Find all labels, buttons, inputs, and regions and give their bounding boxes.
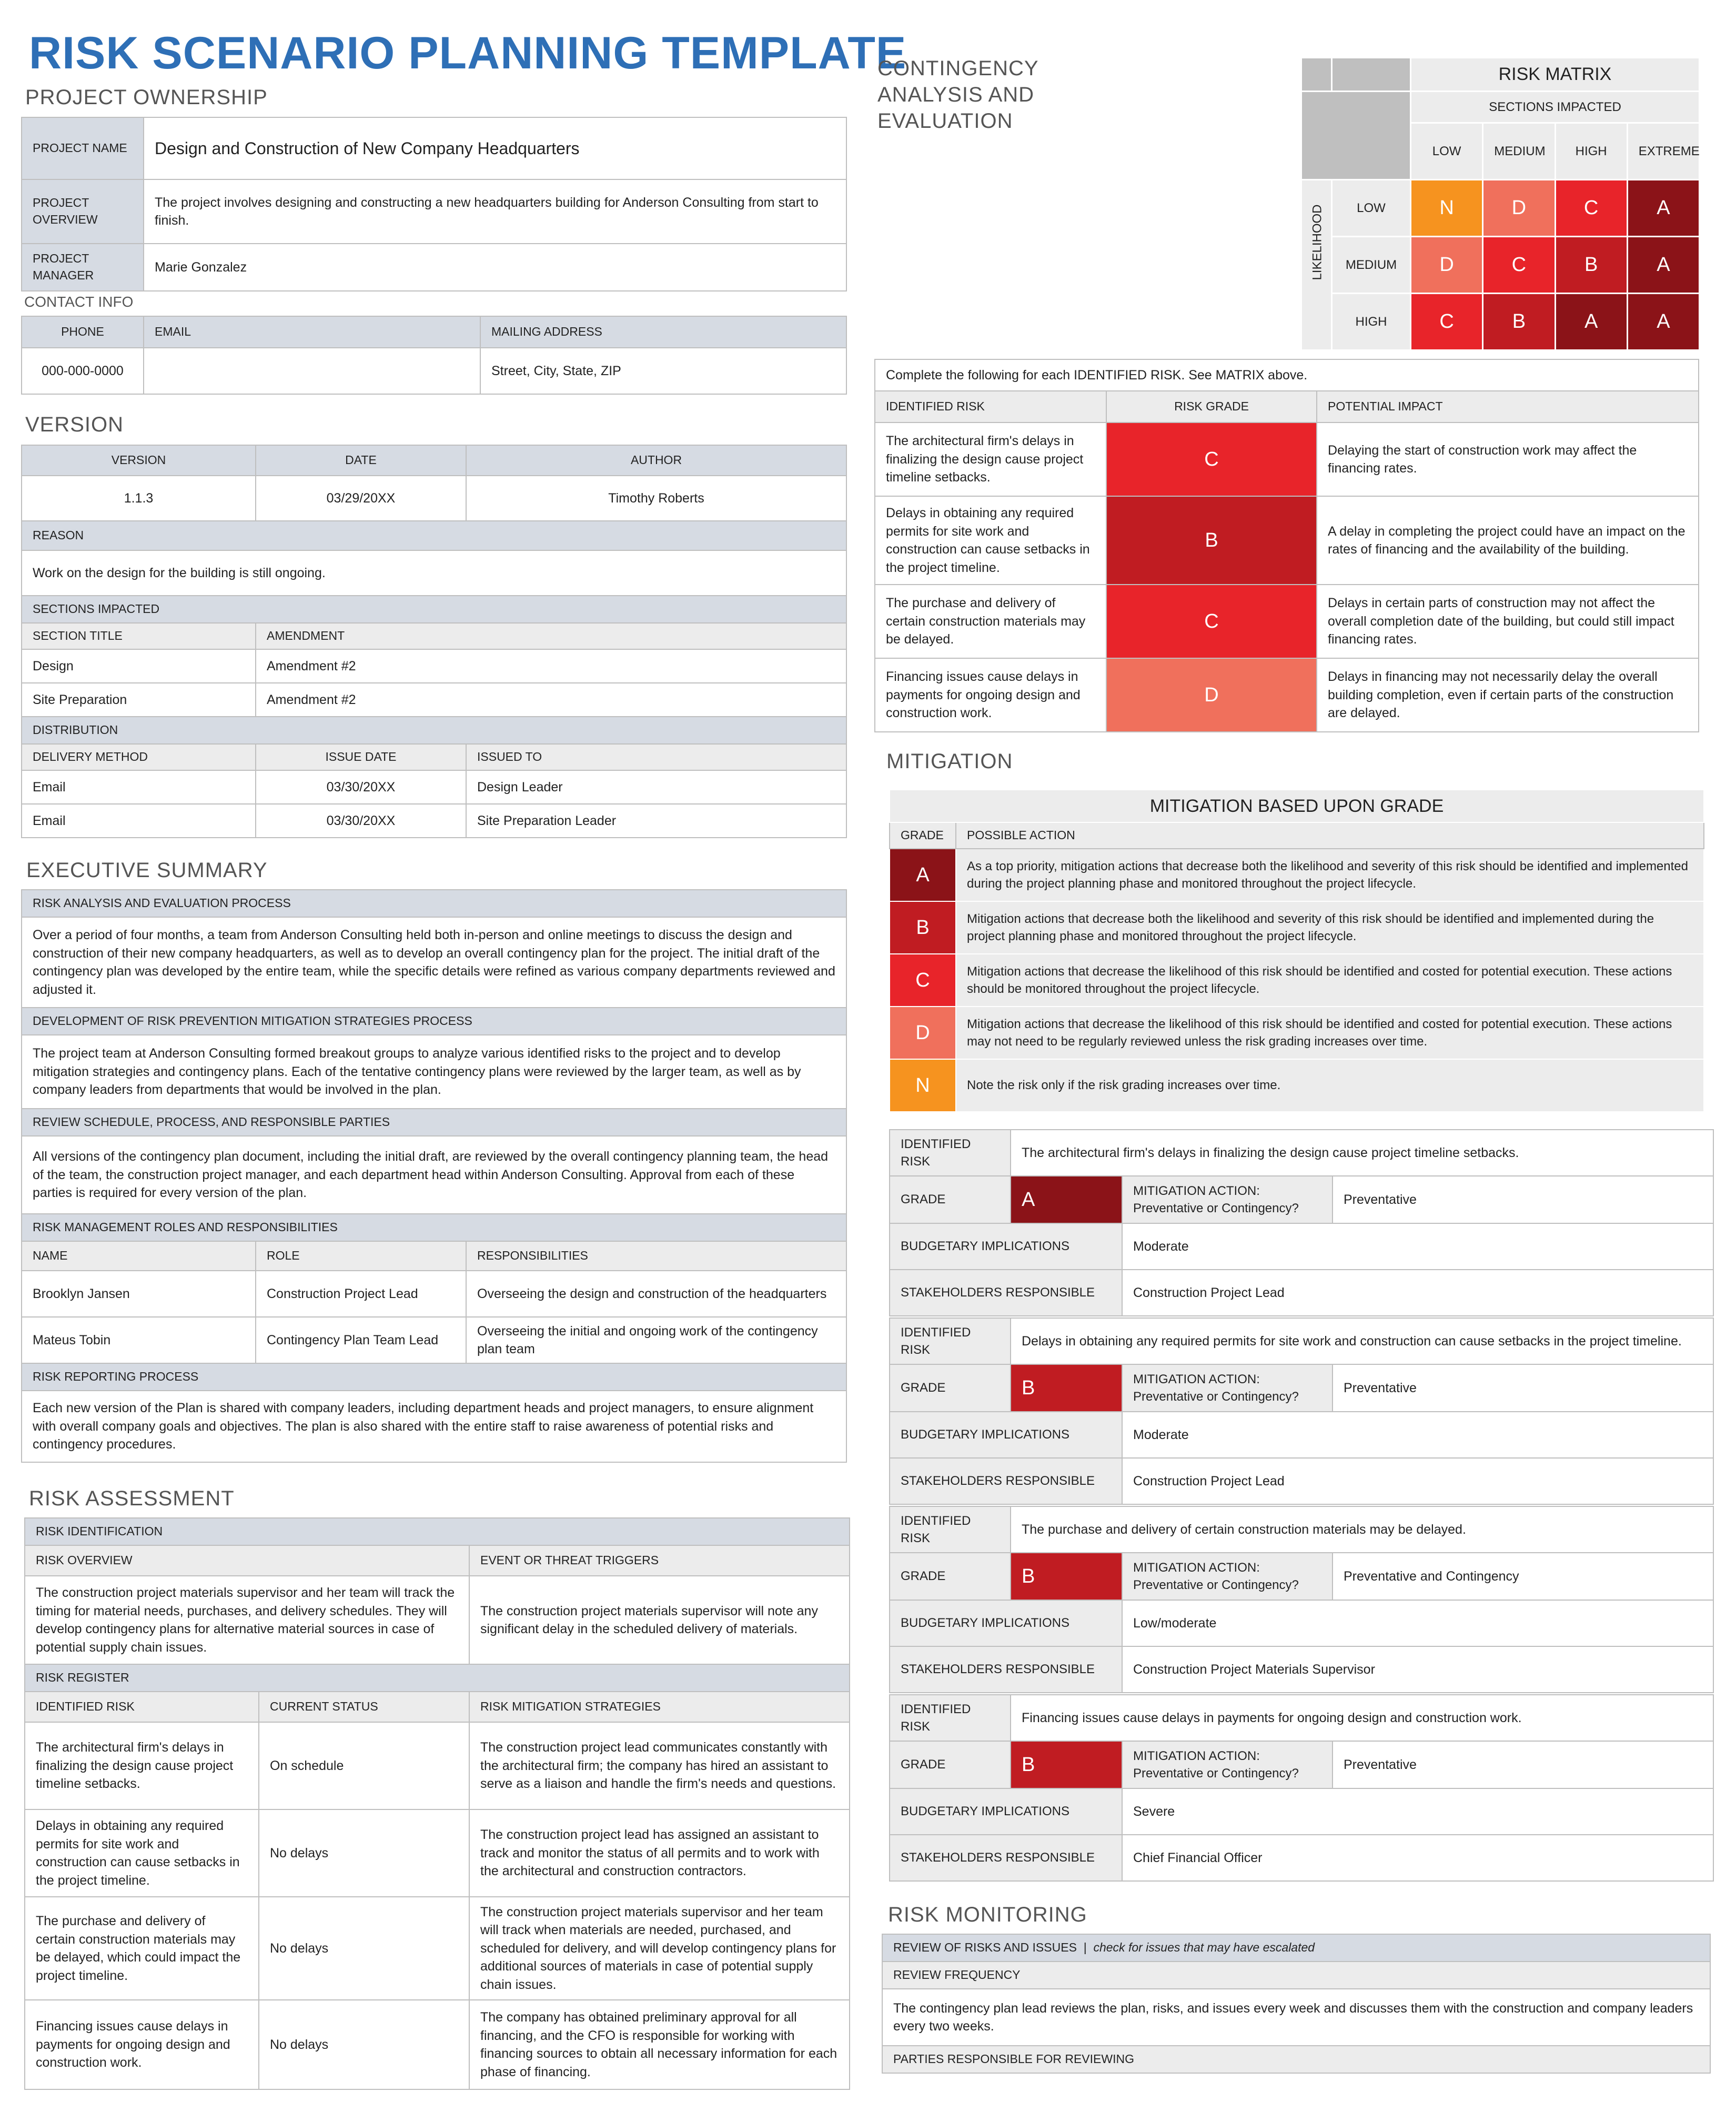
mitigation-action: Mitigation actions that decrease both the likelihood and severity of this risk should be identified and implemented during the project planning phase and monitored throughout the project lifecycle. bbox=[956, 901, 1704, 954]
role-label: ROLE bbox=[256, 1241, 466, 1271]
current-status-label: CURRENT STATUS bbox=[259, 1692, 469, 1722]
budget-label: BUDGETARY IMPLICATIONS bbox=[890, 1412, 1122, 1458]
ownership-table bbox=[21, 117, 847, 291]
action-label-line: MITIGATION ACTION: bbox=[1133, 1748, 1260, 1763]
matrix-corner bbox=[1301, 92, 1411, 180]
issued-to: Site Preparation Leader bbox=[466, 804, 846, 838]
section-amendment: Amendment #2 bbox=[256, 683, 846, 717]
action-label-line: Preventative or Contingency? bbox=[1133, 1390, 1299, 1404]
amendment-label: AMENDMENT bbox=[256, 623, 846, 649]
mitigation-grade: D bbox=[890, 1007, 956, 1059]
detail-grade: B bbox=[1011, 1553, 1122, 1600]
review-schedule-label: REVIEW SCHEDULE, PROCESS, AND RESPONSIBLE PARTIES bbox=[22, 1109, 846, 1136]
analysis-process-label: RISK ANALYSIS AND EVALUATION PROCESS bbox=[22, 890, 846, 917]
grade-label: GRADE bbox=[890, 1364, 1011, 1412]
budget-label: BUDGETARY IMPLICATIONS bbox=[890, 1223, 1122, 1270]
risk-assessment-table bbox=[24, 1517, 850, 2090]
risk-grade: D bbox=[1106, 658, 1317, 732]
matrix-cell: B bbox=[1483, 294, 1555, 350]
role-name: Mateus Tobin bbox=[22, 1317, 256, 1363]
detail-budget: Moderate bbox=[1122, 1412, 1713, 1458]
version-date: 03/29/20XX bbox=[256, 476, 466, 521]
contingency-heading bbox=[877, 55, 1039, 134]
mitigation-grade: A bbox=[890, 849, 956, 901]
detail-grade: A bbox=[1011, 1176, 1122, 1223]
table-row bbox=[875, 585, 1699, 658]
stakeholders-label: STAKEHOLDERS RESPONSIBLE bbox=[890, 1646, 1122, 1693]
address-label: MAILING ADDRESS bbox=[480, 316, 846, 348]
matrix-col-label: LOW bbox=[1411, 123, 1483, 180]
section-title: Design bbox=[22, 649, 256, 683]
mitigation-action: As a top priority, mitigation actions that decrease both the likelihood and severity of this risk should be identified and implemented during the project planning phase and monitored throughout the project lifecycle. bbox=[956, 849, 1704, 901]
register-risk: Financing issues cause delays in payments for ongoing design and construction work. bbox=[25, 2000, 259, 2089]
register-status: No delays bbox=[259, 1809, 469, 1897]
grade-label: GRADE bbox=[890, 1741, 1011, 1788]
table-row bbox=[890, 901, 1704, 954]
delivery-method: Email bbox=[22, 770, 256, 804]
mitigation-grade: N bbox=[890, 1059, 956, 1112]
mitigation-detail bbox=[889, 1694, 1714, 1882]
contingency-heading-line: ANALYSIS AND bbox=[877, 83, 1035, 106]
review-schedule-text: All versions of the contingency plan document, including the initial draft, are reviewed by the overall contingency planning team, the head of the team, the construction project manager, and each department head within Anderson Consulting. Approval from each of these parties is required for every version of the plan. bbox=[22, 1136, 846, 1214]
version-label: VERSION bbox=[22, 445, 256, 476]
table-row bbox=[890, 954, 1704, 1007]
table-row bbox=[25, 1809, 850, 1897]
action-label-line: Preventative or Contingency? bbox=[1133, 1578, 1299, 1592]
register-status: No delays bbox=[259, 1897, 469, 2000]
reporting-process-text: Each new version of the Plan is shared with company leaders, including department heads and project managers, to ensure alignment with overall company goals and objectives. The plan is also shared with the entire staff to raise awareness of potential risks and contingency procedures. bbox=[22, 1391, 846, 1462]
matrix-cell: A bbox=[1555, 294, 1627, 350]
role-responsibility: Overseeing the initial and ongoing work of the contingency plan team bbox=[466, 1317, 846, 1363]
table-row bbox=[25, 1897, 850, 2000]
triggers-label: EVENT OR THREAT TRIGGERS bbox=[469, 1545, 850, 1576]
issued-to: Design Leader bbox=[466, 770, 846, 804]
contingency-heading-line: CONTINGENCY bbox=[877, 57, 1039, 80]
phone: 000-000-0000 bbox=[22, 348, 144, 394]
sections-impacted-header: SECTIONS IMPACTED bbox=[1411, 92, 1700, 123]
detail-risk: The purchase and delivery of certain construction materials may be delayed. bbox=[1011, 1506, 1713, 1553]
table-row bbox=[22, 683, 846, 717]
action-label-line: Preventative or Contingency? bbox=[1133, 1201, 1299, 1215]
detail-action: Preventative bbox=[1333, 1176, 1713, 1223]
phone-label: PHONE bbox=[22, 316, 144, 348]
project-overview-label: PROJECT OVERVIEW bbox=[22, 179, 144, 244]
identified-risk-label: IDENTIFIED RISK bbox=[890, 1506, 1011, 1553]
register-risk: Delays in obtaining any required permits for site work and construction can cause setbacks in the project timeline. bbox=[25, 1809, 259, 1897]
responsibilities-label: RESPONSIBILITIES bbox=[466, 1241, 846, 1271]
ownership-heading: PROJECT OWNERSHIP bbox=[25, 86, 268, 109]
mitigation-process-label: DEVELOPMENT OF RISK PREVENTION MITIGATION STRATEGIES PROCESS bbox=[22, 1008, 846, 1035]
detail-risk: Delays in obtaining any required permits for site work and construction can cause setbacks in the project timeline. bbox=[1011, 1318, 1713, 1364]
detail-risk: The architectural firm's delays in finalizing the design cause project timeline setbacks. bbox=[1011, 1130, 1713, 1176]
risk-overview: The construction project materials supervisor and her team will track the timing for material needs, purchases, and delivery schedules. They will develop contingency plans for alternative material sources in case of potential supply chain issues. bbox=[25, 1576, 469, 1664]
exec-summary-heading: EXECUTIVE SUMMARY bbox=[26, 859, 268, 882]
mitigation-action: Note the risk only if the risk grading increases over time. bbox=[956, 1059, 1704, 1112]
sections-impacted-label: SECTIONS IMPACTED bbox=[22, 596, 846, 623]
detail-action: Preventative bbox=[1333, 1741, 1713, 1788]
register-status: No delays bbox=[259, 2000, 469, 2089]
detail-grade: B bbox=[1011, 1741, 1122, 1788]
table-row bbox=[22, 1317, 846, 1363]
detail-stakeholders: Construction Project Lead bbox=[1122, 1458, 1713, 1504]
register-risk: The purchase and delivery of certain construction materials may be delayed, which could impact the project timeline. bbox=[25, 1897, 259, 2000]
grade-risk: Delays in obtaining any required permits for site work and construction can cause setbacks in the project timeline. bbox=[875, 496, 1106, 585]
version-table bbox=[21, 445, 847, 838]
action-label-line: MITIGATION ACTION: bbox=[1133, 1560, 1260, 1575]
risk-grade: C bbox=[1106, 423, 1317, 496]
parties-label: PARTIES RESPONSIBLE FOR REVIEWING bbox=[882, 2046, 1710, 2073]
matrix-col-label: MEDIUM bbox=[1483, 123, 1555, 180]
review-label-text: REVIEW OF RISKS AND ISSUES bbox=[893, 1940, 1077, 1955]
risk-monitoring-table bbox=[882, 1934, 1711, 2074]
stakeholders-label: STAKEHOLDERS RESPONSIBLE bbox=[890, 1270, 1122, 1316]
matrix-cell: B bbox=[1555, 237, 1627, 294]
email bbox=[144, 348, 480, 394]
email-label: EMAIL bbox=[144, 316, 480, 348]
section-amendment: Amendment #2 bbox=[256, 649, 846, 683]
reporting-process-label: RISK REPORTING PROCESS bbox=[22, 1363, 846, 1391]
risk-overview-label: RISK OVERVIEW bbox=[25, 1545, 469, 1576]
grade-label: GRADE bbox=[890, 822, 956, 849]
table-row bbox=[25, 2000, 850, 2089]
role-title: Construction Project Lead bbox=[256, 1271, 466, 1317]
version-number: 1.1.3 bbox=[22, 476, 256, 521]
matrix-row-label: LOW bbox=[1332, 180, 1411, 237]
budget-label: BUDGETARY IMPLICATIONS bbox=[890, 1600, 1122, 1646]
role-name: Brooklyn Jansen bbox=[22, 1271, 256, 1317]
mitigation-action-label bbox=[1122, 1364, 1333, 1412]
section-title: Site Preparation bbox=[22, 683, 256, 717]
mitigation-detail bbox=[889, 1318, 1714, 1505]
risk-impact: Delays in financing may not necessarily delay the overall building completion, even if certain parts of the construction are delayed. bbox=[1317, 658, 1699, 732]
table-row bbox=[22, 804, 846, 838]
risk-grade: B bbox=[1106, 496, 1317, 585]
matrix-cell: N bbox=[1411, 180, 1483, 237]
matrix-col-label: EXTREME bbox=[1627, 123, 1699, 180]
review-frequency: The contingency plan lead reviews the plan, risks, and issues every week and discusses them with the construction and company leaders every two weeks. bbox=[882, 1989, 1710, 2046]
risk-impact: A delay in completing the project could have an impact on the rates of financing and the availability of the building. bbox=[1317, 496, 1699, 585]
mitigation-action-label bbox=[1122, 1741, 1333, 1788]
distribution-label: DISTRIBUTION bbox=[22, 717, 846, 744]
mitigation-grade: B bbox=[890, 901, 956, 954]
detail-action: Preventative and Contingency bbox=[1333, 1553, 1713, 1600]
detail-risk: Financing issues cause delays in payments for ongoing design and construction work. bbox=[1011, 1695, 1713, 1741]
table-row bbox=[875, 423, 1699, 496]
review-note: check for issues that may have escalated bbox=[1093, 1940, 1315, 1955]
risk-grade-label: RISK GRADE bbox=[1106, 391, 1317, 423]
action-label-line: MITIGATION ACTION: bbox=[1133, 1183, 1260, 1198]
delivery-method: Email bbox=[22, 804, 256, 838]
register-strategy: The construction project lead has assigned an assistant to track and monitor the status of all permits and to work with the architectural and construction contractors. bbox=[469, 1809, 850, 1897]
project-name-label: PROJECT NAME bbox=[22, 117, 144, 179]
reason-label: REASON bbox=[22, 521, 846, 550]
risk-matrix bbox=[1300, 57, 1700, 351]
likelihood-label: LIKELIHOOD bbox=[1310, 204, 1325, 280]
project-manager-label: PROJECT MANAGER bbox=[22, 244, 144, 291]
roles-label: RISK MANAGEMENT ROLES AND RESPONSIBILITIES bbox=[22, 1214, 846, 1241]
action-label-line: Preventative or Contingency? bbox=[1133, 1766, 1299, 1781]
budget-label: BUDGETARY IMPLICATIONS bbox=[890, 1788, 1122, 1835]
detail-stakeholders: Construction Project Lead bbox=[1122, 1270, 1713, 1316]
table-row bbox=[22, 1271, 846, 1317]
action-label-line: MITIGATION ACTION: bbox=[1133, 1372, 1260, 1386]
mitigation-table-title: MITIGATION BASED UPON GRADE bbox=[890, 790, 1704, 822]
stakeholders-label: STAKEHOLDERS RESPONSIBLE bbox=[890, 1835, 1122, 1881]
review-label: REVIEW OF RISKS AND ISSUES | check for issues that may have escalated bbox=[882, 1934, 1710, 1962]
detail-stakeholders: Chief Financial Officer bbox=[1122, 1835, 1713, 1881]
identified-risk-label: IDENTIFIED RISK bbox=[890, 1318, 1011, 1364]
analysis-process-text: Over a period of four months, a team from Anderson Consulting held both in-person and online meetings to discuss the design and construction of their new company headquarters, as well as to develop an overall contingency plan for the project. The initial draft of the contingency plan was developed by the entire team, while the specific details were refined as various company departments reviewed and adjusted it. bbox=[22, 917, 846, 1008]
author-label: AUTHOR bbox=[466, 445, 846, 476]
mitigation-action: Mitigation actions that decrease the likelihood of this risk should be identified and costed for potential execution. These actions may not need to be regularly reviewed unless the risk grading increases over time. bbox=[956, 1007, 1704, 1059]
detail-grade: B bbox=[1011, 1364, 1122, 1412]
table-row bbox=[875, 496, 1699, 585]
risk-triggers: The construction project materials supervisor will note any significant delay in the scheduled delivery of materials. bbox=[469, 1576, 850, 1664]
delivery-method-label: DELIVERY METHOD bbox=[22, 744, 256, 770]
table-row bbox=[22, 649, 846, 683]
contact-heading: CONTACT INFO bbox=[24, 294, 134, 310]
mitigation-process-text: The project team at Anderson Consulting formed breakout groups to analyze various identified risks to the project and to develop mitigation strategies and contingency plans. Each of the tentative contingency plans were reviewed by the larger team, as well as by company leaders from departments that would be involved in the plan. bbox=[22, 1035, 846, 1109]
mitigation-detail-list bbox=[889, 1129, 1714, 1882]
mitigation-detail bbox=[889, 1506, 1714, 1693]
detail-budget: Moderate bbox=[1122, 1223, 1713, 1270]
matrix-col-label: HIGH bbox=[1555, 123, 1627, 180]
role-responsibility: Overseeing the design and construction of the headquarters bbox=[466, 1271, 846, 1317]
mitigation-action: Mitigation actions that decrease the likelihood of this risk should be identified and costed for potential execution. These actions should be monitored throughout the project lifecycle. bbox=[956, 954, 1704, 1007]
detail-stakeholders: Construction Project Materials Supervisor bbox=[1122, 1646, 1713, 1693]
identified-risk-label: IDENTIFIED RISK bbox=[890, 1130, 1011, 1176]
issue-date-label: ISSUE DATE bbox=[256, 744, 466, 770]
page-title: RISK SCENARIO PLANNING TEMPLATE bbox=[29, 28, 907, 78]
issued-to-label: ISSUED TO bbox=[466, 744, 846, 770]
matrix-cell: A bbox=[1627, 180, 1699, 237]
risk-impact: Delays in certain parts of construction may not affect the overall completion date of the building, but could still impact financing rates. bbox=[1317, 585, 1699, 658]
table-row bbox=[22, 770, 846, 804]
grade-label: GRADE bbox=[890, 1176, 1011, 1223]
mitigation-detail bbox=[889, 1129, 1714, 1316]
risk-assessment-heading: RISK ASSESSMENT bbox=[29, 1487, 235, 1510]
detail-budget: Low/moderate bbox=[1122, 1600, 1713, 1646]
matrix-cell: C bbox=[1483, 237, 1555, 294]
risk-matrix-title: RISK MATRIX bbox=[1411, 58, 1700, 92]
register-strategy: The construction project materials supervisor and her team will track when materials are needed, purchased, and scheduled for delivery, and will develop contingency plans for additional sources of materials in case of potential supply chain issues. bbox=[469, 1897, 850, 2000]
risk-grade: C bbox=[1106, 585, 1317, 658]
mitigation-grade: C bbox=[890, 954, 956, 1007]
mitigation-action-label bbox=[1122, 1553, 1333, 1600]
table-row bbox=[875, 658, 1699, 732]
potential-impact-label: POTENTIAL IMPACT bbox=[1317, 391, 1699, 423]
review-frequency-label: REVIEW FREQUENCY bbox=[882, 1962, 1710, 1989]
detail-budget: Severe bbox=[1122, 1788, 1713, 1835]
table-row bbox=[890, 1007, 1704, 1059]
mitigation-grade-table bbox=[889, 789, 1704, 1112]
strategies-label: RISK MITIGATION STRATEGIES bbox=[469, 1692, 850, 1722]
register-strategy: The company has obtained preliminary approval for all financing, and the CFO is responsible for working with financing sources to obtain all necessary information for each phase of financing. bbox=[469, 2000, 850, 2089]
project-overview: The project involves designing and constructing a new headquarters building for Anderson Consulting from start to finish. bbox=[144, 179, 846, 244]
issue-date: 03/30/20XX bbox=[256, 804, 466, 838]
detail-action: Preventative bbox=[1333, 1364, 1713, 1412]
project-name: Design and Construction of New Company Headquarters bbox=[144, 117, 846, 179]
matrix-cell: D bbox=[1483, 180, 1555, 237]
risk-impact: Delaying the start of construction work may affect the financing rates. bbox=[1317, 423, 1699, 496]
matrix-cell: A bbox=[1627, 237, 1699, 294]
identified-risk-label: IDENTIFIED RISK bbox=[875, 391, 1106, 423]
grade-risk: Financing issues cause delays in payments for ongoing design and construction work. bbox=[875, 658, 1106, 732]
contact-table bbox=[21, 316, 847, 395]
mitigation-heading: MITIGATION bbox=[886, 750, 1013, 773]
likelihood-axis bbox=[1301, 180, 1332, 350]
matrix-row-label: MEDIUM bbox=[1332, 237, 1411, 294]
risk-grade-table bbox=[874, 359, 1699, 732]
matrix-instruction: Complete the following for each IDENTIFIED RISK. See MATRIX above. bbox=[875, 359, 1699, 391]
contingency-heading-line: EVALUATION bbox=[877, 109, 1013, 133]
reason: Work on the design for the building is still ongoing. bbox=[22, 550, 846, 596]
risk-register-label: RISK REGISTER bbox=[25, 1664, 850, 1692]
identified-risk-label: IDENTIFIED RISK bbox=[890, 1695, 1011, 1741]
project-manager: Marie Gonzalez bbox=[144, 244, 846, 291]
grade-risk: The purchase and delivery of certain construction materials may be delayed. bbox=[875, 585, 1106, 658]
mitigation-action-label bbox=[1122, 1176, 1333, 1223]
date-label: DATE bbox=[256, 445, 466, 476]
role-title: Contingency Plan Team Lead bbox=[256, 1317, 466, 1363]
name-label: NAME bbox=[22, 1241, 256, 1271]
matrix-cell: D bbox=[1411, 237, 1483, 294]
table-row bbox=[25, 1722, 850, 1809]
address: Street, City, State, ZIP bbox=[480, 348, 846, 394]
grade-label: GRADE bbox=[890, 1553, 1011, 1600]
grade-risk: The architectural firm's delays in finalizing the design cause project timeline setbacks. bbox=[875, 423, 1106, 496]
issue-date: 03/30/20XX bbox=[256, 770, 466, 804]
matrix-cell: A bbox=[1627, 294, 1699, 350]
register-status: On schedule bbox=[259, 1722, 469, 1809]
table-row bbox=[890, 1059, 1704, 1112]
risk-monitoring-heading: RISK MONITORING bbox=[888, 1903, 1087, 1926]
identified-risk-label: IDENTIFIED RISK bbox=[25, 1692, 259, 1722]
table-row bbox=[890, 849, 1704, 901]
matrix-cell: C bbox=[1411, 294, 1483, 350]
risk-identification-label: RISK IDENTIFICATION bbox=[25, 1518, 850, 1545]
possible-action-label: POSSIBLE ACTION bbox=[956, 822, 1704, 849]
exec-summary-table bbox=[21, 889, 847, 1463]
version-author: Timothy Roberts bbox=[466, 476, 846, 521]
version-heading: VERSION bbox=[25, 413, 124, 436]
matrix-row-label: HIGH bbox=[1332, 294, 1411, 350]
register-risk: The architectural firm's delays in finalizing the design cause project timeline setbacks. bbox=[25, 1722, 259, 1809]
section-title-label: SECTION TITLE bbox=[22, 623, 256, 649]
stakeholders-label: STAKEHOLDERS RESPONSIBLE bbox=[890, 1458, 1122, 1504]
register-strategy: The construction project lead communicates constantly with the architectural firm; the company has hired an assistant to serve as a liaison and handle the firm's needs and questions. bbox=[469, 1722, 850, 1809]
matrix-cell: C bbox=[1555, 180, 1627, 237]
